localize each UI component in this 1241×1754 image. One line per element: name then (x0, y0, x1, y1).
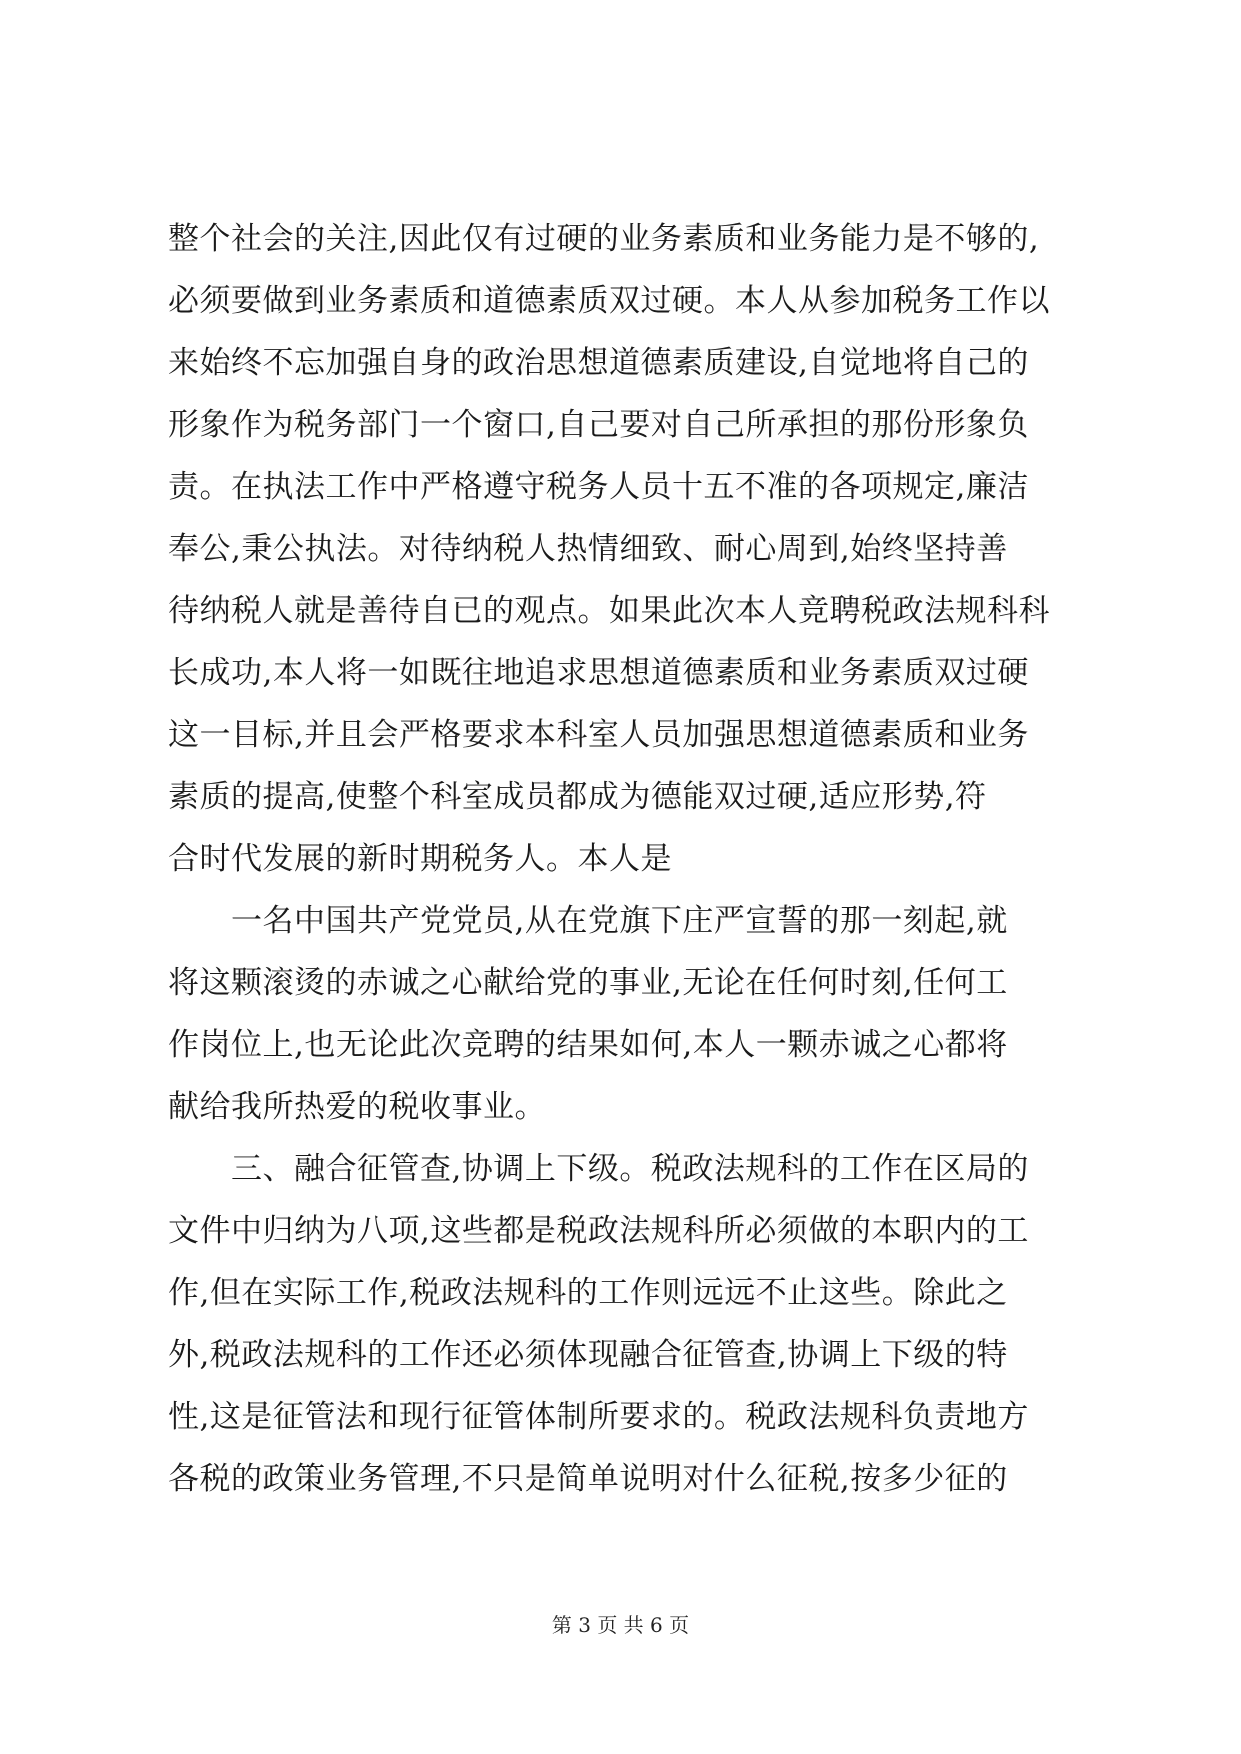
text-line: 责。在执法工作中严格遵守税务人员十五不准的各项规定,廉洁 (168, 469, 1029, 505)
text-line: 来始终不忘加强自身的政治思想道德素质建设,自觉地将自己的 (168, 345, 1029, 381)
text-line: 一名中国共产党党员,从在党旗下庄严宣誓的那一刻起,就 (168, 903, 1008, 939)
text-line: 奉公,秉公执法。对待纳税人热情细致、耐心周到,始终坚持善 (168, 531, 1008, 567)
page-footer: 第 3 页 共 6 页 (551, 1613, 690, 1637)
body-text (168, 208, 1088, 1510)
text-line: 待纳税人就是善待自已的观点。如果此次本人竞聘税政法规科科 (168, 593, 1050, 629)
text-line: 形象作为税务部门一个窗口,自己要对自己所承担的那份形象负 (168, 407, 1029, 443)
text-line: 作岗位上,也无论此次竞聘的结果如何,本人一颗赤诚之心都将 (168, 1027, 1008, 1063)
text-line: 素质的提高,使整个科室成员都成为德能双过硬,适应形势,符 (168, 779, 987, 815)
text-line: 外,税政法规科的工作还必须体现融合征管查,协调上下级的特 (168, 1337, 1008, 1373)
text-line: 献给我所热爱的税收事业。 (168, 1089, 546, 1125)
text-line: 这一目标,并且会严格要求本科室人员加强思想道德素质和业务 (168, 717, 1029, 753)
text-line: 三、融合征管查,协调上下级。税政法规科的工作在区局的 (168, 1151, 1029, 1187)
text-line: 性,这是征管法和现行征管体制所要求的。税政法规科负责地方 (168, 1399, 1029, 1435)
text-line: 各税的政策业务管理,不只是简单说明对什么征税,按多少征的 (168, 1461, 1008, 1497)
text-line: 整个社会的关注,因此仅有过硬的业务素质和业务能力是不够的, (168, 221, 1040, 257)
text-line: 文件中归纳为八项,这些都是税政法规科所必须做的本职内的工 (168, 1213, 1029, 1249)
text-line: 合时代发展的新时期税务人。本人是 (168, 841, 672, 877)
text-line: 必须要做到业务素质和道德素质双过硬。本人从参加税务工作以 (168, 283, 1050, 319)
text-line: 将这颗滚烫的赤诚之心献给党的事业,无论在任何时刻,任何工 (168, 965, 1008, 1001)
text-line: 作,但在实际工作,税政法规科的工作则远远不止这些。除此之 (168, 1275, 1008, 1311)
text-line: 长成功,本人将一如既往地追求思想道德素质和业务素质双过硬 (168, 655, 1029, 691)
